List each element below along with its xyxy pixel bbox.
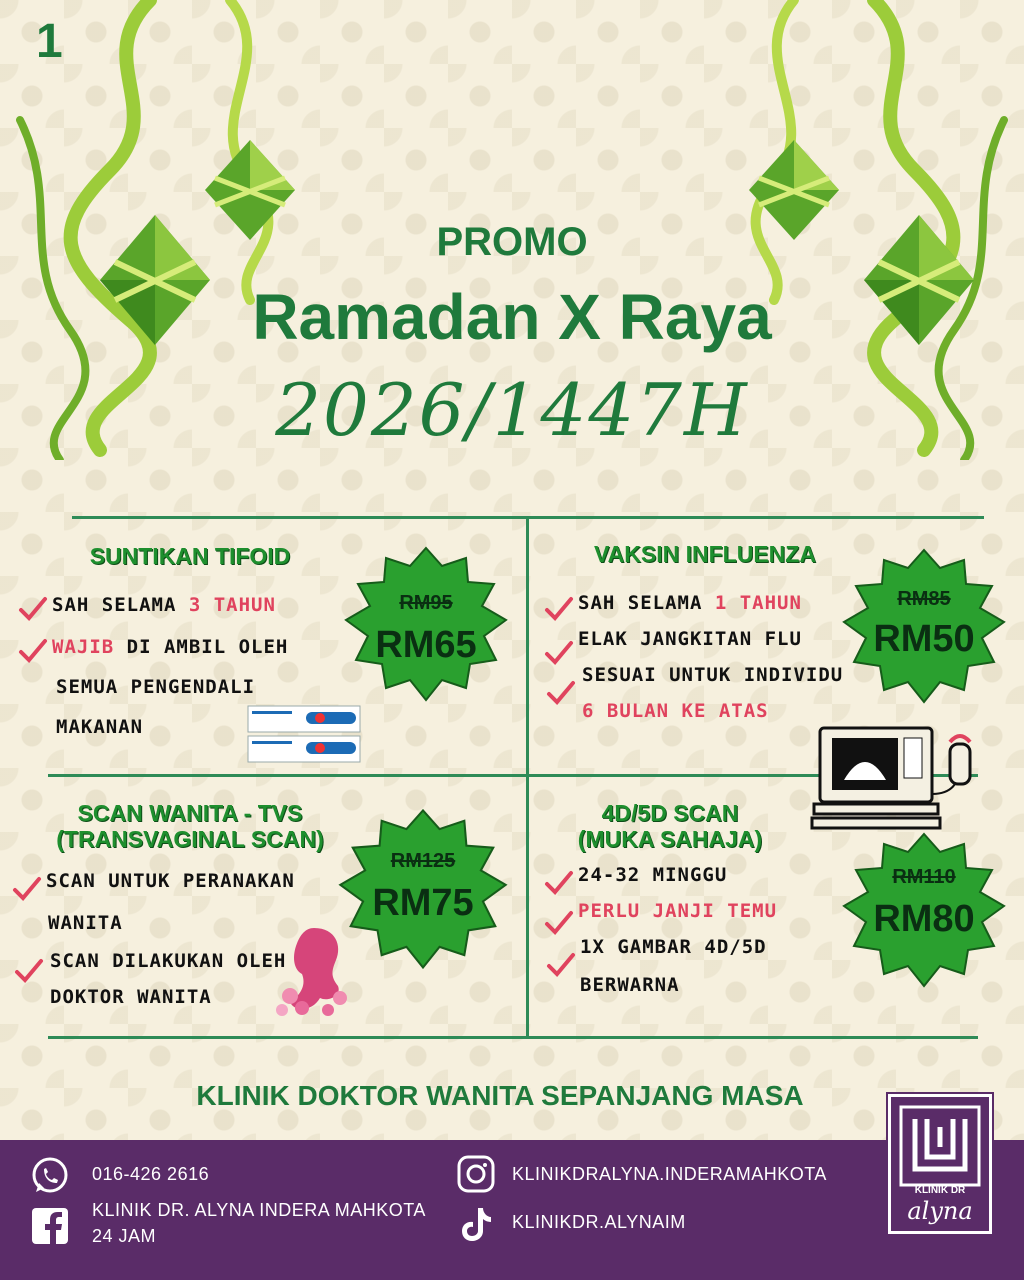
- old-price: RM95: [399, 592, 453, 614]
- feature-item: WANITA: [48, 912, 123, 934]
- section-title-4d5d-scan: [560, 800, 780, 852]
- title-main: Ramadan X Raya: [252, 281, 772, 353]
- feature-item: 1X GAMBAR 4D/5D: [580, 936, 767, 958]
- grid-divider-bottom: [48, 1036, 978, 1039]
- logo-text-small: KLINIK DR: [914, 1185, 966, 1196]
- feature-item: MAKANAN: [56, 716, 144, 738]
- check-icon: [544, 640, 574, 666]
- check-icon: [12, 876, 42, 902]
- phone-number[interactable]: 016-426 2616: [92, 1164, 210, 1184]
- check-icon: [18, 638, 48, 664]
- whatsapp-icon[interactable]: [30, 1156, 70, 1196]
- ultrasound-machine-image: [810, 724, 990, 834]
- facebook-icon[interactable]: [30, 1206, 70, 1246]
- section-title-line: (TRANSVAGINAL SCAN): [56, 826, 324, 852]
- new-price: RM50: [873, 618, 975, 660]
- title-year: 2026/1447H: [275, 368, 749, 452]
- section-title-tifoid: SUNTIKAN TIFOID: [89, 543, 291, 569]
- facebook-name-suffix: 24 JAM: [92, 1226, 157, 1246]
- tiktok-icon[interactable]: [456, 1204, 496, 1244]
- instagram-handle[interactable]: KLINIKDRALYNA.INDERAMAHKOTA: [512, 1164, 827, 1184]
- section-title-influenza: VAKSIN INFLUENZA: [594, 541, 816, 567]
- section-title-line: SCAN WANITA - TVS: [77, 800, 303, 826]
- feature-item: SAH SELAMA 1 TAHUN: [578, 592, 802, 614]
- new-price: RM80: [873, 898, 975, 940]
- feature-item: 24-32 MINGGU: [578, 864, 728, 886]
- facebook-name[interactable]: KLINIK DR. ALYNA INDERA MAHKOTA: [92, 1200, 426, 1220]
- feature-item: SCAN DILAKUKAN OLEH: [50, 950, 287, 972]
- instagram-icon[interactable]: [456, 1154, 496, 1194]
- page-number: 1: [36, 15, 63, 68]
- check-icon: [18, 596, 48, 622]
- title-promo: PROMO: [436, 220, 588, 264]
- typhim-vi-vaccine-image: [246, 704, 362, 768]
- feature-item: SCAN UNTUK PERANAKAN: [46, 870, 295, 892]
- section-title-line: (MUKA SAHAJA): [577, 826, 763, 852]
- check-icon: [544, 870, 574, 896]
- check-icon: [546, 952, 576, 978]
- feature-item: WAJIB DI AMBIL OLEH: [52, 636, 289, 658]
- feature-item: SEMUA PENGENDALI: [56, 676, 256, 698]
- tiktok-handle[interactable]: KLINIKDR.ALYNAIM: [512, 1212, 686, 1232]
- tagline: KLINIK DOKTOR WANITA SEPANJANG MASA: [196, 1080, 804, 1111]
- new-price: RM65: [375, 624, 477, 666]
- feature-item: ELAK JANGKITAN FLU: [578, 628, 802, 650]
- logo-text-script: alyna: [907, 1197, 973, 1225]
- check-icon: [14, 958, 44, 984]
- check-icon: [544, 910, 574, 936]
- new-price: RM75: [372, 882, 474, 924]
- feature-item: PERLU JANJI TEMU: [578, 900, 778, 922]
- old-price: RM85: [897, 588, 951, 610]
- check-icon: [546, 680, 576, 706]
- feature-item: SESUAI UNTUK INDIVIDU: [582, 664, 844, 686]
- feature-item: BERWARNA: [580, 974, 680, 996]
- old-price: RM125: [390, 850, 456, 872]
- check-icon: [544, 596, 574, 622]
- feature-item: 6 BULAN KE ATAS: [582, 700, 769, 722]
- feature-item: SAH SELAMA 3 TAHUN: [52, 594, 276, 616]
- grid-divider-vertical: [526, 516, 529, 1036]
- clinic-logo: [888, 1094, 992, 1234]
- feature-item: DOKTOR WANITA: [50, 986, 212, 1008]
- section-title-line: 4D/5D SCAN: [601, 800, 739, 826]
- section-title-scan-wanita: [20, 800, 360, 852]
- old-price: RM110: [892, 866, 956, 888]
